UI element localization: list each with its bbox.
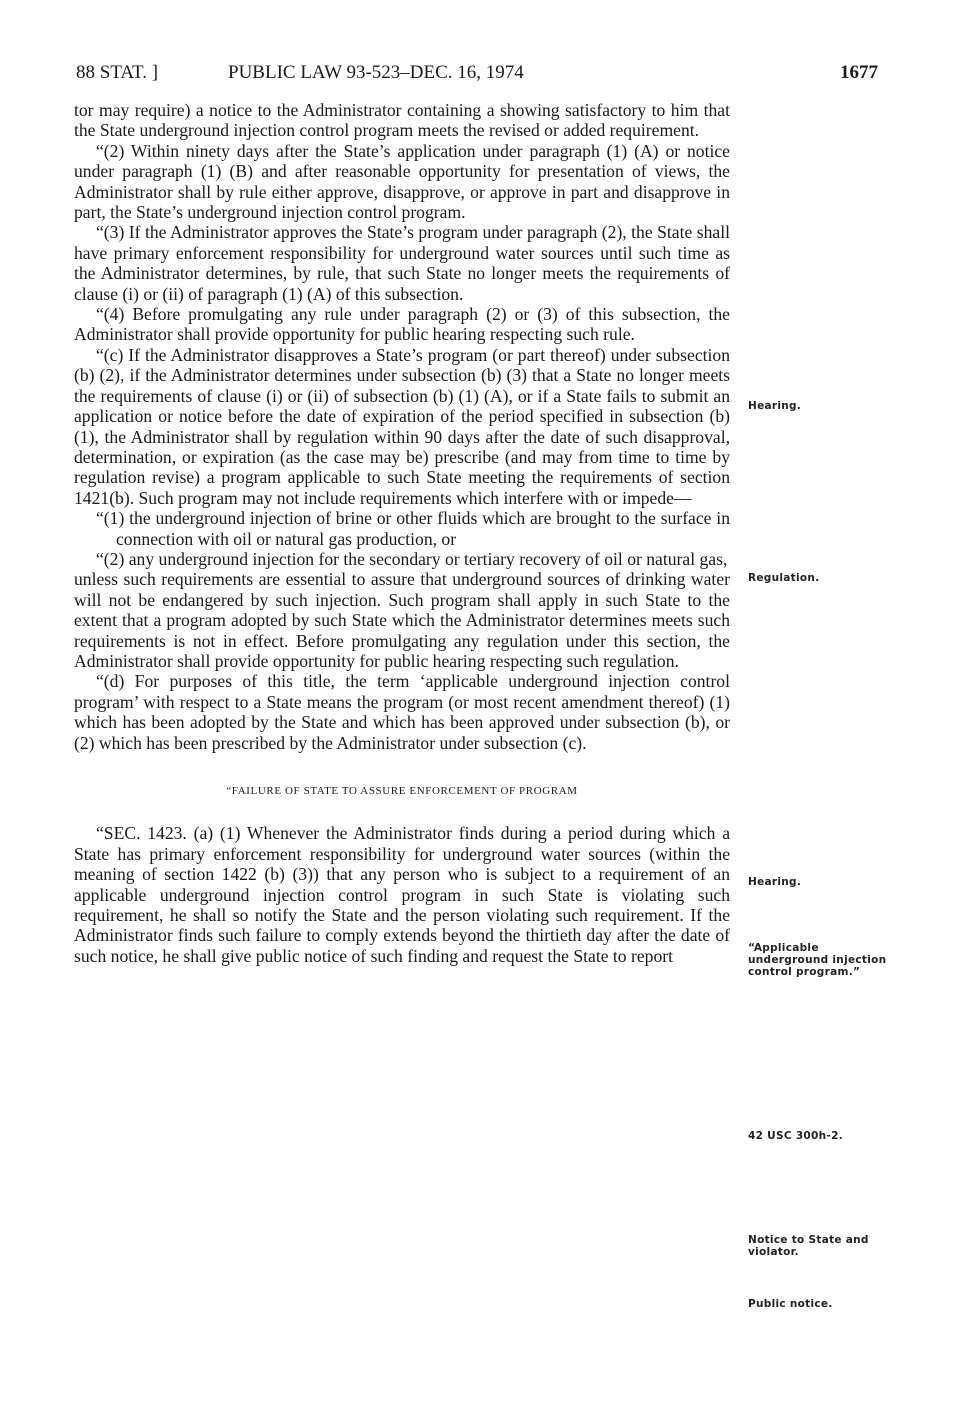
- paragraph-d: “(d) For purposes of this title, the term ‘applicable underground injection control program’ with respect to a State means the program (or most recent amendment thereof) (1) which has been adopted by the State and which has been approved under subsection (b), or (2) which has been prescribed by the Administrator under subsection (c).: [74, 671, 730, 753]
- paragraph-b4: “(4) Before promulgating any rule under paragraph (2) or (3) of this subsection, the Administrator shall provide opportunity for public hearing respecting such rule.: [74, 304, 730, 345]
- statute-volume: 88 STAT. ]: [76, 62, 159, 83]
- page-number: 1677: [840, 62, 878, 83]
- paragraph-b2: “(2) Within ninety days after the State’s application under paragraph (1) (A) or notice under paragraph (1) (B) and after reasonable opportunity for presentation of views, the Administrator shall by rule either approve, disapprove, or approve in part and disapprove in part, the State’s underground injection control program.: [74, 140, 730, 223]
- margin-note-usc-citation: 42 USC 300h-2.: [748, 1130, 843, 1142]
- body-text: [74, 100, 730, 966]
- paragraph-c2: “(2) any underground injection for the secondary or tertiary recovery of oil or natural gas,: [96, 548, 728, 569]
- public-law-title: PUBLIC LAW 93-523–DEC. 16, 1974: [228, 62, 524, 83]
- margin-note-definition: “Applicable underground injection control program.”: [748, 942, 887, 978]
- paragraph-c: “(c) If the Administrator disapproves a State’s program (or part thereof) under subsection (b) (2), if the Administrator determines under subsection (b) (3) that a State no longer meets the requirements of clause (i) or (ii) of subsection (b) (1) (A), or if a State fails to submit an application or notice before the date of expiration of the period specified in subsection (b) (1), the Administrator shall by regulation within 90 days after the date of such disapproval, determination, or expiration (as the case may be) prescribe (and may from time to time by regulation revise) a program applicable to such State meeting the requirements of section 1421(b). Such program may not include requirements which interfere with or impede—: [74, 344, 730, 508]
- paragraph-continuation: tor may require) a notice to the Administrator containing a showing satisfactory to him that the State underground injection control program meets the revised or added requirement.: [74, 100, 730, 141]
- margin-note-hearing-2: Hearing.: [748, 876, 802, 888]
- paragraph-c1: “(1) the underground injection of brine or other fluids which are brought to the surface in connection with oil or natural gas production, or: [96, 508, 730, 549]
- running-header: [76, 62, 876, 86]
- margin-note-notice: Notice to State and violator.: [748, 1234, 869, 1258]
- margin-note-regulation: Regulation.: [748, 572, 820, 584]
- paragraph-b3: “(3) If the Administrator approves the State’s program under paragraph (2), the State shall have primary enforcement responsibility for underground water sources until such time as the Administrator determines, by rule, that such State no longer meets the requirements of clause (i) or (ii) of paragraph (1) (A) of this subsection.: [74, 222, 730, 304]
- section-heading: “FAILURE OF STATE TO ASSURE ENFORCEMENT OF PROGRAM: [226, 785, 578, 797]
- margin-note-hearing: Hearing.: [748, 400, 802, 412]
- margin-note-public-notice: Public notice.: [748, 1298, 833, 1310]
- paragraph-sec-1423: “SEC. 1423. (a) (1) Whenever the Administrator finds during a period during which a State has primary enforcement responsibility for underground water sources (within the meaning of section 1422 (b) (3)) that any person who is subject to a requirement of an applicable underground injection control program in such State is violating such requirement, he shall so notify the State and the person violating such requirement. If the Administrator finds such failure to comply extends beyond the thirtieth day after the date of such notice, he shall give public notice of such finding and request the State to report: [74, 823, 730, 966]
- paragraph-c-continuation: unless such requirements are essential to assure that underground sources of drinking water will not be endangered by such injection. Such program shall apply in such State to the extent that a program adopted by such State which the Administrator determines meets such requirements is not in effect. Before promulgating any regulation under this section, the Administrator shall provide opportunity for public hearing respecting such regulation.: [74, 569, 730, 671]
